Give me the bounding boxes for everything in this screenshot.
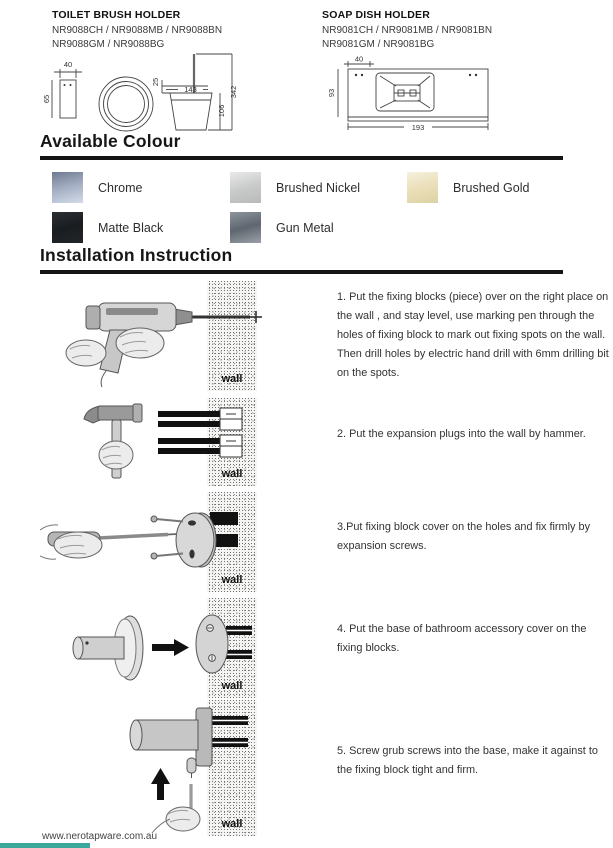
brushed-nickel-swatch [230, 172, 261, 203]
colour-gun-metal [230, 212, 334, 243]
dim-cup-height: 106 [217, 104, 226, 118]
accessory-base [73, 616, 143, 680]
wall-label: wall [221, 680, 243, 692]
colour-label: Gun Metal [276, 220, 334, 235]
step2-illustration [40, 398, 330, 486]
base-mounting-illustration [40, 598, 330, 698]
step5-illustration [40, 700, 330, 836]
step2-text: 2. Put the expansion plugs into the wall by hammer. [337, 428, 586, 440]
holder-side-view [162, 54, 232, 130]
matte-black-swatch [52, 212, 83, 243]
product-codes-line1: NR9081CH / NR9081MB / NR9081BN [322, 25, 493, 36]
dim-width: 193 [411, 123, 425, 132]
colour-label: Brushed Gold [453, 180, 530, 195]
dim-plate-height: 65 [42, 94, 51, 104]
colour-chrome [52, 172, 142, 203]
product-name: TOILET BRUSH HOLDER [52, 9, 181, 21]
dim-height: 93 [327, 88, 336, 98]
dim-holder-width: 143 [184, 85, 197, 94]
step1-text: 1. Put the fixing blocks (piece) over on the right place on the wall , and stay level, use marking pen through the holes of fixing block to mark out fixing spots on the wall. Then drill holes by electric hand drill with 6mm drilling bit on the spots. [337, 291, 609, 379]
step1-illustration [40, 281, 330, 391]
colour-brushed-gold [407, 172, 529, 203]
product-header-toilet-brush-holder [52, 9, 302, 51]
chrome-swatch [52, 172, 83, 203]
drill-illustration [40, 281, 330, 391]
soap-dish-front-view [338, 61, 488, 130]
step3-illustration [40, 492, 330, 592]
colour-matte-black [52, 212, 163, 243]
grub-screw [187, 758, 196, 778]
product-header-soap-dish-holder [322, 9, 572, 51]
colour-brushed-nickel [230, 172, 360, 203]
arrow-up-icon [151, 768, 170, 800]
step4-illustration [40, 598, 330, 698]
footer-website-url: www.nerotapware.com.au [42, 831, 158, 842]
colour-label: Chrome [98, 180, 143, 195]
hand [99, 441, 133, 469]
divider-rule [40, 156, 563, 160]
cover-on-wall [196, 615, 252, 673]
toilet-brush-holder-drawing [40, 50, 275, 136]
gun-metal-swatch [230, 212, 261, 243]
wall-label: wall [221, 574, 243, 586]
step5-text: 5. Screw grub screws into the base, make it against to the fixing block tight and firm. [337, 745, 598, 776]
colour-label: Matte Black [98, 220, 164, 235]
soap-dish-holder-drawing [318, 55, 518, 133]
wall-label: wall [221, 373, 243, 385]
product-name: SOAP DISH HOLDER [322, 9, 431, 21]
colour-label: Brushed Nickel [276, 180, 361, 195]
dim-arm-offset: 25 [151, 77, 160, 87]
step3-text: 3.Put fixing block cover on the holes and fix firmly by expansion screws. [337, 521, 591, 552]
expansion-plugs [158, 408, 242, 457]
hammer-illustration [40, 398, 330, 486]
wall-label: wall [221, 818, 243, 830]
step4-text: 4. Put the base of bathroom accessory cover on the fixing blocks. [337, 623, 587, 654]
dim-plate-width: 40 [354, 55, 364, 64]
product-codes-line2: NR9088GM / NR9088BG [52, 38, 165, 50]
footer-accent-bar [0, 843, 90, 848]
available-colour-title: Available Colour [40, 131, 181, 151]
divider-rule [40, 270, 563, 274]
dim-plate-width: 40 [63, 60, 73, 69]
product-codes-line2: NR9081GM / NR9081BG [322, 38, 435, 50]
brushed-gold-swatch [407, 172, 438, 203]
screwdriver-illustration [40, 492, 330, 592]
dim-total-height: 342 [229, 85, 238, 99]
installation-title: Installation Instruction [40, 245, 233, 265]
wall-label: wall [221, 468, 243, 480]
arrow-right-icon [152, 639, 189, 656]
product-codes-line1: NR9088CH / NR9088MB / NR9088BN [52, 25, 223, 36]
mounted-base [130, 708, 248, 766]
wall-plate-side-view [52, 69, 82, 118]
grub-screw-illustration [40, 700, 330, 836]
ring-front-view [99, 77, 153, 131]
